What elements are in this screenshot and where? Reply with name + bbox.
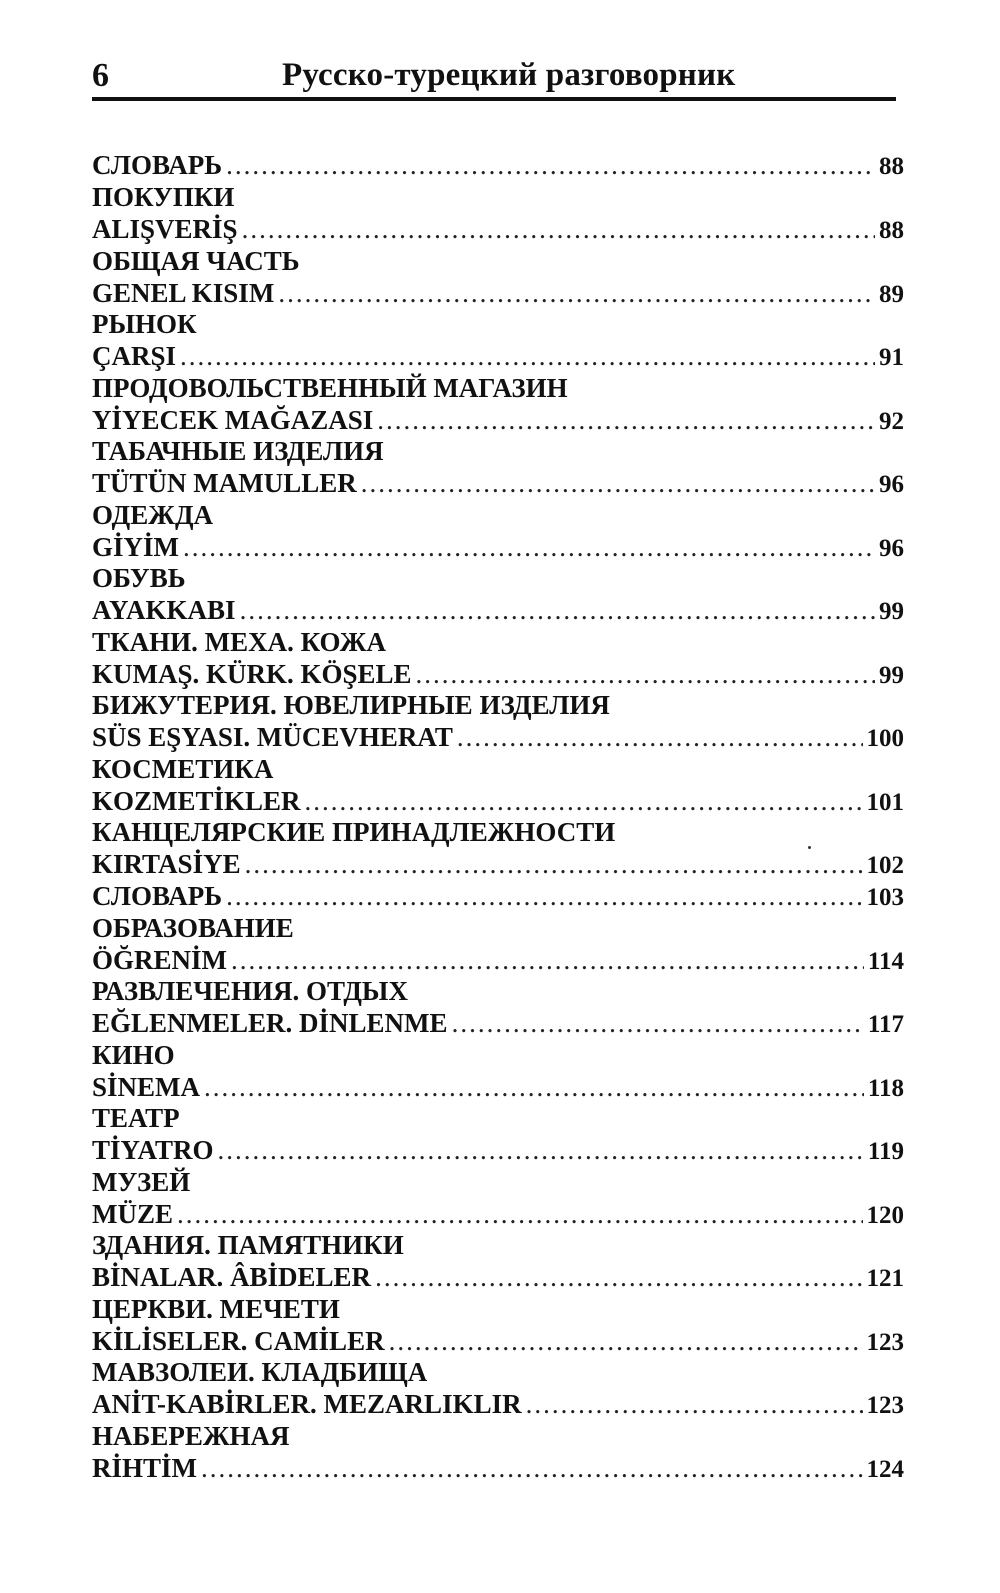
toc-entry bbox=[92, 881, 904, 912]
toc-entry bbox=[92, 1389, 904, 1420]
toc-item bbox=[92, 754, 904, 818]
dot-leader bbox=[226, 881, 862, 912]
dot-leader bbox=[375, 1262, 862, 1293]
toc-entry bbox=[92, 786, 904, 817]
toc-item bbox=[92, 150, 904, 182]
toc-entry bbox=[92, 278, 904, 309]
dot-leader bbox=[201, 1453, 862, 1484]
dot-leader bbox=[245, 849, 863, 880]
toc-section-tr: MÜZE bbox=[92, 1198, 173, 1229]
toc-section-tr: ANİT-KABİRLER. MEZARLIKLIR bbox=[92, 1389, 522, 1419]
toc-section-ru: ОБЩАЯ ЧАСТЬ bbox=[92, 245, 300, 276]
toc-section-tr: ÖĞRENİM bbox=[92, 944, 227, 975]
toc-section-ru: КИНО bbox=[92, 1039, 175, 1070]
toc-page-number: 101 bbox=[866, 788, 904, 816]
toc-page-number: 118 bbox=[867, 1074, 904, 1102]
dot-leader bbox=[240, 595, 875, 626]
dot-leader bbox=[416, 659, 875, 690]
toc-item bbox=[92, 436, 904, 500]
dot-leader bbox=[204, 1072, 864, 1103]
toc-section-ru: ТЕАТР bbox=[92, 1103, 180, 1133]
toc-entry bbox=[92, 659, 904, 690]
toc-section-ru: ПРОДОВОЛЬСТВЕННЫЙ МАГАЗИН bbox=[92, 372, 568, 403]
toc-entry bbox=[92, 1072, 904, 1103]
toc-entry bbox=[92, 1008, 904, 1039]
toc-page-number: 96 bbox=[879, 534, 904, 562]
dot-leader bbox=[242, 214, 875, 245]
toc-entry bbox=[92, 1135, 904, 1166]
toc-item bbox=[92, 246, 904, 310]
toc-page-number: 96 bbox=[879, 471, 904, 498]
toc-section-tr: KİLİSELER. CAMİLER bbox=[92, 1325, 385, 1356]
toc-page-number: 92 bbox=[879, 407, 904, 435]
toc-page-number: 99 bbox=[879, 598, 904, 625]
toc-section-label: СЛОВАРЬ bbox=[92, 880, 223, 911]
toc-entry bbox=[92, 849, 904, 880]
toc-entry bbox=[92, 1453, 904, 1484]
toc-entry bbox=[92, 1262, 904, 1293]
toc-section-ru: ТАБАЧНЫЕ ИЗДЕЛИЯ bbox=[92, 436, 384, 466]
dot-leader bbox=[180, 341, 875, 372]
toc-entry bbox=[92, 214, 904, 245]
toc-section-tr: KOZMETİKLER bbox=[92, 785, 301, 816]
dot-leader bbox=[305, 786, 863, 817]
toc-item bbox=[92, 373, 904, 437]
toc-entry bbox=[92, 341, 904, 372]
toc-entry bbox=[92, 722, 904, 753]
toc-entry bbox=[92, 945, 904, 976]
toc-section-tr: GİYİM bbox=[92, 531, 179, 562]
toc-page-number: 103 bbox=[866, 883, 904, 911]
toc-page-number: 102 bbox=[866, 852, 904, 879]
dot-leader bbox=[526, 1389, 863, 1420]
toc-item bbox=[92, 1230, 904, 1294]
print-speck bbox=[808, 846, 811, 849]
table-of-contents bbox=[92, 150, 904, 1484]
toc-item bbox=[92, 976, 904, 1040]
toc-section-tr: EĞLENMELER. DİNLENME bbox=[92, 1008, 448, 1038]
toc-section-ru: ОБУВЬ bbox=[92, 563, 186, 593]
toc-section-ru: КАНЦЕЛЯРСКИЕ ПРИНАДЛЕЖНОСТИ bbox=[92, 817, 616, 847]
toc-item bbox=[92, 1357, 904, 1421]
toc-section-tr: ÇARŞI bbox=[92, 341, 177, 371]
toc-page-number: 123 bbox=[866, 1328, 904, 1356]
toc-section-tr: TİYATRO bbox=[92, 1135, 214, 1165]
toc-section-tr: YİYECEK MAĞAZASI bbox=[92, 404, 374, 435]
dot-leader bbox=[183, 532, 875, 563]
toc-item bbox=[92, 1421, 904, 1485]
dot-leader bbox=[226, 150, 875, 181]
toc-page-number: 100 bbox=[866, 725, 904, 752]
toc-item bbox=[92, 1103, 904, 1167]
toc-section-tr: TÜTÜN MAMULLER bbox=[92, 468, 357, 498]
toc-page-number: 121 bbox=[866, 1265, 904, 1292]
toc-section-tr: BİNALAR. ÂBİDELER bbox=[92, 1262, 372, 1292]
toc-section-tr: SİNEMA bbox=[92, 1071, 201, 1102]
toc-page-number: 89 bbox=[879, 280, 904, 308]
toc-item bbox=[92, 500, 904, 564]
toc-page-number: 124 bbox=[866, 1455, 904, 1483]
toc-section-ru: РЫНОК bbox=[92, 309, 197, 339]
toc-item bbox=[92, 627, 904, 691]
toc-section-ru: МУЗЕЙ bbox=[92, 1166, 191, 1197]
dot-leader bbox=[231, 945, 864, 976]
toc-section-tr: GENEL KISIM bbox=[92, 277, 275, 308]
toc-entry bbox=[92, 150, 904, 181]
dot-leader bbox=[389, 1326, 863, 1357]
toc-section-tr: ALIŞVERİŞ bbox=[92, 214, 238, 244]
toc-item bbox=[92, 913, 904, 977]
dot-leader bbox=[457, 722, 863, 753]
toc-page-number: 91 bbox=[879, 344, 904, 371]
toc-section-ru: ОБРАЗОВАНИЕ bbox=[92, 912, 294, 943]
toc-section-ru: НАБЕРЕЖНАЯ bbox=[92, 1420, 290, 1451]
toc-page-number: 114 bbox=[867, 947, 904, 975]
dot-leader bbox=[177, 1199, 863, 1230]
page-number: 6 bbox=[92, 57, 109, 94]
toc-page-number: 123 bbox=[866, 1392, 904, 1419]
toc-item bbox=[92, 182, 904, 246]
toc-item bbox=[92, 1294, 904, 1358]
toc-item bbox=[92, 690, 904, 754]
toc-section-ru: БИЖУТЕРИЯ. ЮВЕЛИРНЫЕ ИЗДЕЛИЯ bbox=[92, 690, 610, 720]
toc-entry bbox=[92, 532, 904, 563]
toc-section-ru: ОДЕЖДА bbox=[92, 499, 214, 530]
dot-leader bbox=[452, 1008, 864, 1039]
toc-page-number: 117 bbox=[867, 1011, 904, 1038]
page-header bbox=[92, 55, 896, 101]
toc-entry bbox=[92, 595, 904, 626]
toc-section-ru: РАЗВЛЕЧЕНИЯ. ОТДЫХ bbox=[92, 976, 408, 1006]
toc-item bbox=[92, 817, 904, 881]
toc-section-label: СЛОВАРЬ bbox=[92, 150, 223, 180]
toc-section-tr: AYAKKABI bbox=[92, 595, 236, 625]
toc-section-ru: ПОКУПКИ bbox=[92, 182, 235, 212]
dot-leader bbox=[278, 278, 875, 309]
toc-section-ru: КОСМЕТИКА bbox=[92, 753, 274, 784]
toc-item bbox=[92, 881, 904, 913]
toc-item bbox=[92, 563, 904, 627]
toc-section-tr: SÜS EŞYASI. MÜCEVHERAT bbox=[92, 722, 453, 752]
toc-entry bbox=[92, 1326, 904, 1357]
toc-item bbox=[92, 1040, 904, 1104]
toc-page-number: 88 bbox=[879, 217, 904, 244]
toc-section-ru: ЗДАНИЯ. ПАМЯТНИКИ bbox=[92, 1230, 404, 1260]
toc-page-number: 88 bbox=[879, 153, 904, 180]
toc-entry bbox=[92, 1199, 904, 1230]
toc-item bbox=[92, 309, 904, 373]
dot-leader bbox=[218, 1135, 864, 1166]
toc-page-number: 119 bbox=[867, 1138, 904, 1165]
dot-leader bbox=[361, 468, 875, 499]
toc-section-ru: МАВЗОЛЕИ. КЛАДБИЩА bbox=[92, 1357, 428, 1387]
toc-section-tr: KUMAŞ. KÜRK. KÖŞELE bbox=[92, 658, 412, 689]
toc-section-tr: RİHTİM bbox=[92, 1452, 198, 1483]
toc-page-number: 99 bbox=[879, 661, 904, 689]
toc-item bbox=[92, 1167, 904, 1231]
toc-section-tr: KIRTASİYE bbox=[92, 849, 241, 879]
running-title: Русско-турецкий разговорник bbox=[282, 57, 736, 93]
toc-page-number: 120 bbox=[866, 1201, 904, 1229]
dot-leader bbox=[377, 405, 875, 436]
toc-entry bbox=[92, 468, 904, 499]
toc-section-ru: ТКАНИ. МЕХА. КОЖА bbox=[92, 626, 387, 657]
toc-entry bbox=[92, 405, 904, 436]
toc-section-ru: ЦЕРКВИ. МЕЧЕТИ bbox=[92, 1293, 340, 1324]
